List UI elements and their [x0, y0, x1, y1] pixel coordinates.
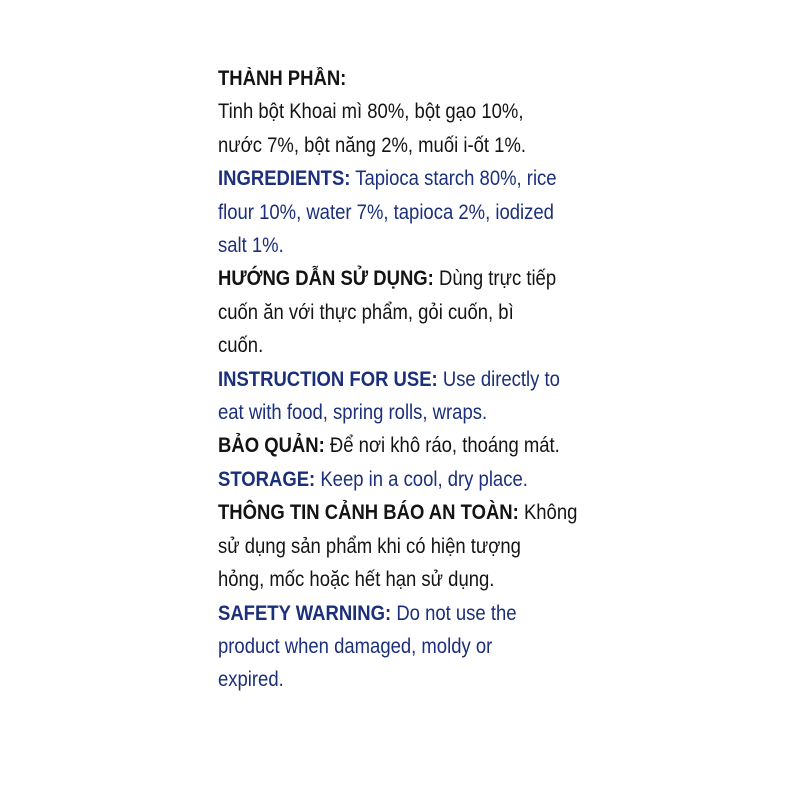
storage-vi-block — [218, 429, 610, 462]
ingredients-en-line-1 — [218, 162, 610, 195]
usage-en-heading: INSTRUCTION FOR USE: — [218, 367, 438, 391]
storage-vi-heading: BẢO QUẢN: — [218, 434, 325, 458]
usage-vi-text-1: Dùng trực tiếp — [433, 267, 557, 291]
storage-vi-line-1 — [218, 429, 610, 462]
ingredients-en-line-2: flour 10%, water 7%, tapioca 2%, iodized — [218, 200, 554, 224]
safety-vi-text-1: Không — [518, 501, 578, 525]
safety-vi-block — [218, 496, 610, 596]
usage-vi-line-2: cuốn ăn với thực phẩm, gỏi cuốn, bì — [218, 300, 514, 324]
safety-vi-line-3: hỏng, mốc hoặc hết hạn sử dụng. — [218, 568, 495, 592]
safety-vi-heading: THÔNG TIN CẢNH BÁO AN TOÀN: — [218, 501, 519, 525]
product-label-text-panel — [218, 62, 610, 697]
storage-en-heading: STORAGE: — [218, 467, 316, 491]
usage-vi-line-1 — [218, 262, 610, 295]
safety-vi-line-2: sử dụng sản phẩm khi có hiện tượng — [218, 534, 521, 558]
ingredients-vi-line-1 — [218, 62, 610, 95]
usage-vi-line-3: cuốn. — [218, 334, 264, 358]
usage-en-text-1: Use directly to — [437, 367, 560, 391]
ingredients-en-text-1: Tapioca starch 80%, rice — [350, 167, 557, 191]
ingredients-vi-block — [218, 62, 610, 162]
storage-en-text-1: Keep in a cool, dry place. — [315, 467, 528, 491]
ingredients-en-heading: INGREDIENTS: — [218, 167, 351, 191]
ingredients-en-line-3: salt 1%. — [218, 234, 284, 258]
usage-vi-block — [218, 262, 610, 362]
storage-vi-text-1: Để nơi khô ráo, thoáng mát. — [324, 434, 560, 458]
ingredients-vi-line-2: Tinh bột Khoai mì 80%, bột gạo 10%, — [218, 100, 524, 124]
ingredients-en-block — [218, 162, 610, 262]
safety-en-line-2: product when damaged, moldy or — [218, 634, 493, 658]
usage-vi-heading: HƯỚNG DẪN SỬ DỤNG: — [218, 267, 434, 291]
ingredients-vi-line-3: nước 7%, bột năng 2%, muối i-ốt 1%. — [218, 133, 527, 157]
usage-en-line-1 — [218, 363, 610, 396]
storage-en-block — [218, 463, 610, 496]
safety-en-block — [218, 597, 610, 697]
safety-en-heading: SAFETY WARNING: — [218, 601, 392, 625]
usage-en-block — [218, 363, 610, 430]
ingredients-vi-heading: THÀNH PHẦN: — [218, 67, 347, 90]
safety-en-line-1 — [218, 597, 610, 630]
safety-en-text-1: Do not use the — [391, 601, 517, 625]
usage-en-line-2: eat with food, spring rolls, wraps. — [218, 401, 488, 425]
safety-en-line-3: expired. — [218, 668, 284, 692]
storage-en-line-1 — [218, 463, 610, 496]
safety-vi-line-1 — [218, 496, 610, 529]
